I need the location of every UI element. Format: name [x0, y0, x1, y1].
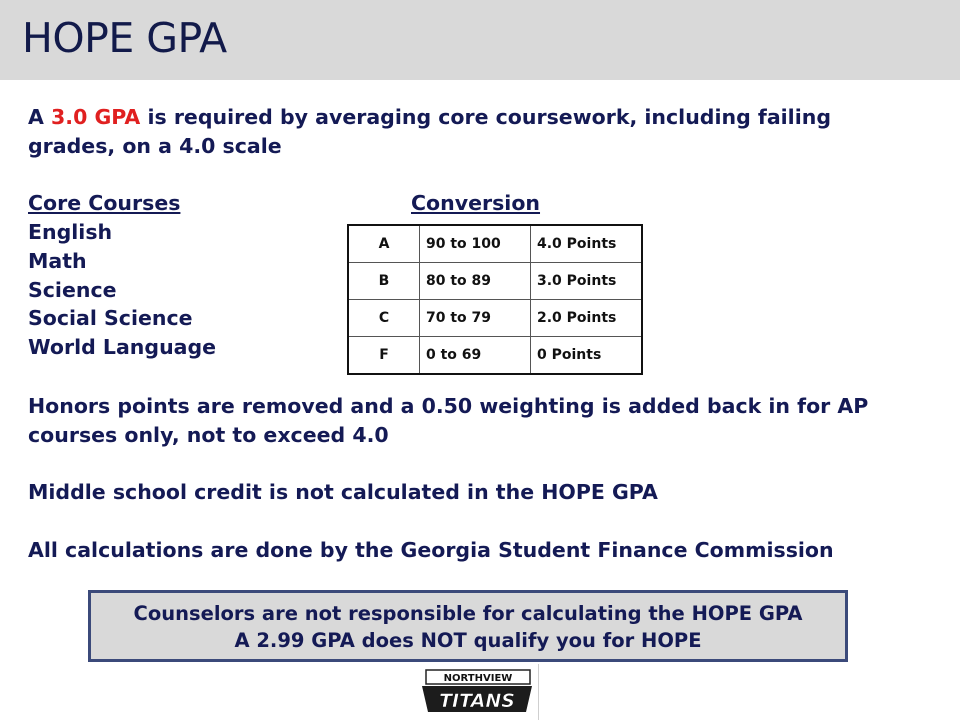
- course-science: Science: [28, 278, 117, 302]
- honors-line-1: Honors points are removed and a 0.50 weighting is added back in for AP: [28, 394, 869, 418]
- core-courses-heading: Core Courses: [28, 191, 181, 215]
- intro-pre: A: [28, 105, 52, 129]
- page-title: HOPE GPA: [22, 14, 227, 62]
- course-math: Math: [28, 249, 87, 273]
- intro-line-1: [28, 103, 831, 132]
- course-english: English: [28, 220, 113, 244]
- points-cell: 2.0 Points: [531, 300, 643, 337]
- honors-line-2: courses only, not to exceed 4.0: [28, 423, 389, 447]
- calculations-note: All calculations are done by the Georgia Student Finance Commission: [28, 538, 834, 562]
- table-row: [348, 337, 642, 375]
- grade-cell: C: [348, 300, 420, 337]
- range-cell: 0 to 69: [420, 337, 531, 375]
- course-social-science: Social Science: [28, 306, 193, 330]
- intro-post: is required by averaging core coursework, including failing: [140, 105, 831, 129]
- conversion-heading: Conversion: [411, 191, 541, 215]
- middle-school-note: Middle school credit is not calculated in the HOPE GPA: [28, 480, 658, 504]
- table-row: [348, 225, 642, 263]
- intro-line-2: grades, on a 4.0 scale: [28, 134, 282, 158]
- course-world-language: World Language: [28, 335, 217, 359]
- logo-divider: [538, 664, 539, 720]
- table-row: [348, 300, 642, 337]
- northview-titans-logo: [418, 666, 536, 718]
- points-cell: 3.0 Points: [531, 263, 643, 300]
- conversion-table: [347, 224, 643, 375]
- points-cell: 0 Points: [531, 337, 643, 375]
- range-cell: 80 to 89: [420, 263, 531, 300]
- points-cell: 4.0 Points: [531, 225, 643, 263]
- range-cell: 90 to 100: [420, 225, 531, 263]
- gpa-highlight: 3.0 GPA: [51, 105, 141, 129]
- range-cell: 70 to 79: [420, 300, 531, 337]
- grade-cell: A: [348, 225, 420, 263]
- logo-top-text: NORTHVIEW: [443, 673, 513, 684]
- logo-main-text: TITANS: [439, 690, 515, 712]
- grade-cell: B: [348, 263, 420, 300]
- grade-cell: F: [348, 337, 420, 375]
- notice-box: [88, 590, 848, 662]
- notice-line-2: A 2.99 GPA does NOT qualify you for HOPE: [234, 629, 702, 652]
- title-bar: [0, 0, 960, 80]
- notice-line-1: Counselors are not responsible for calculating the HOPE GPA: [133, 602, 803, 625]
- table-row: [348, 263, 642, 300]
